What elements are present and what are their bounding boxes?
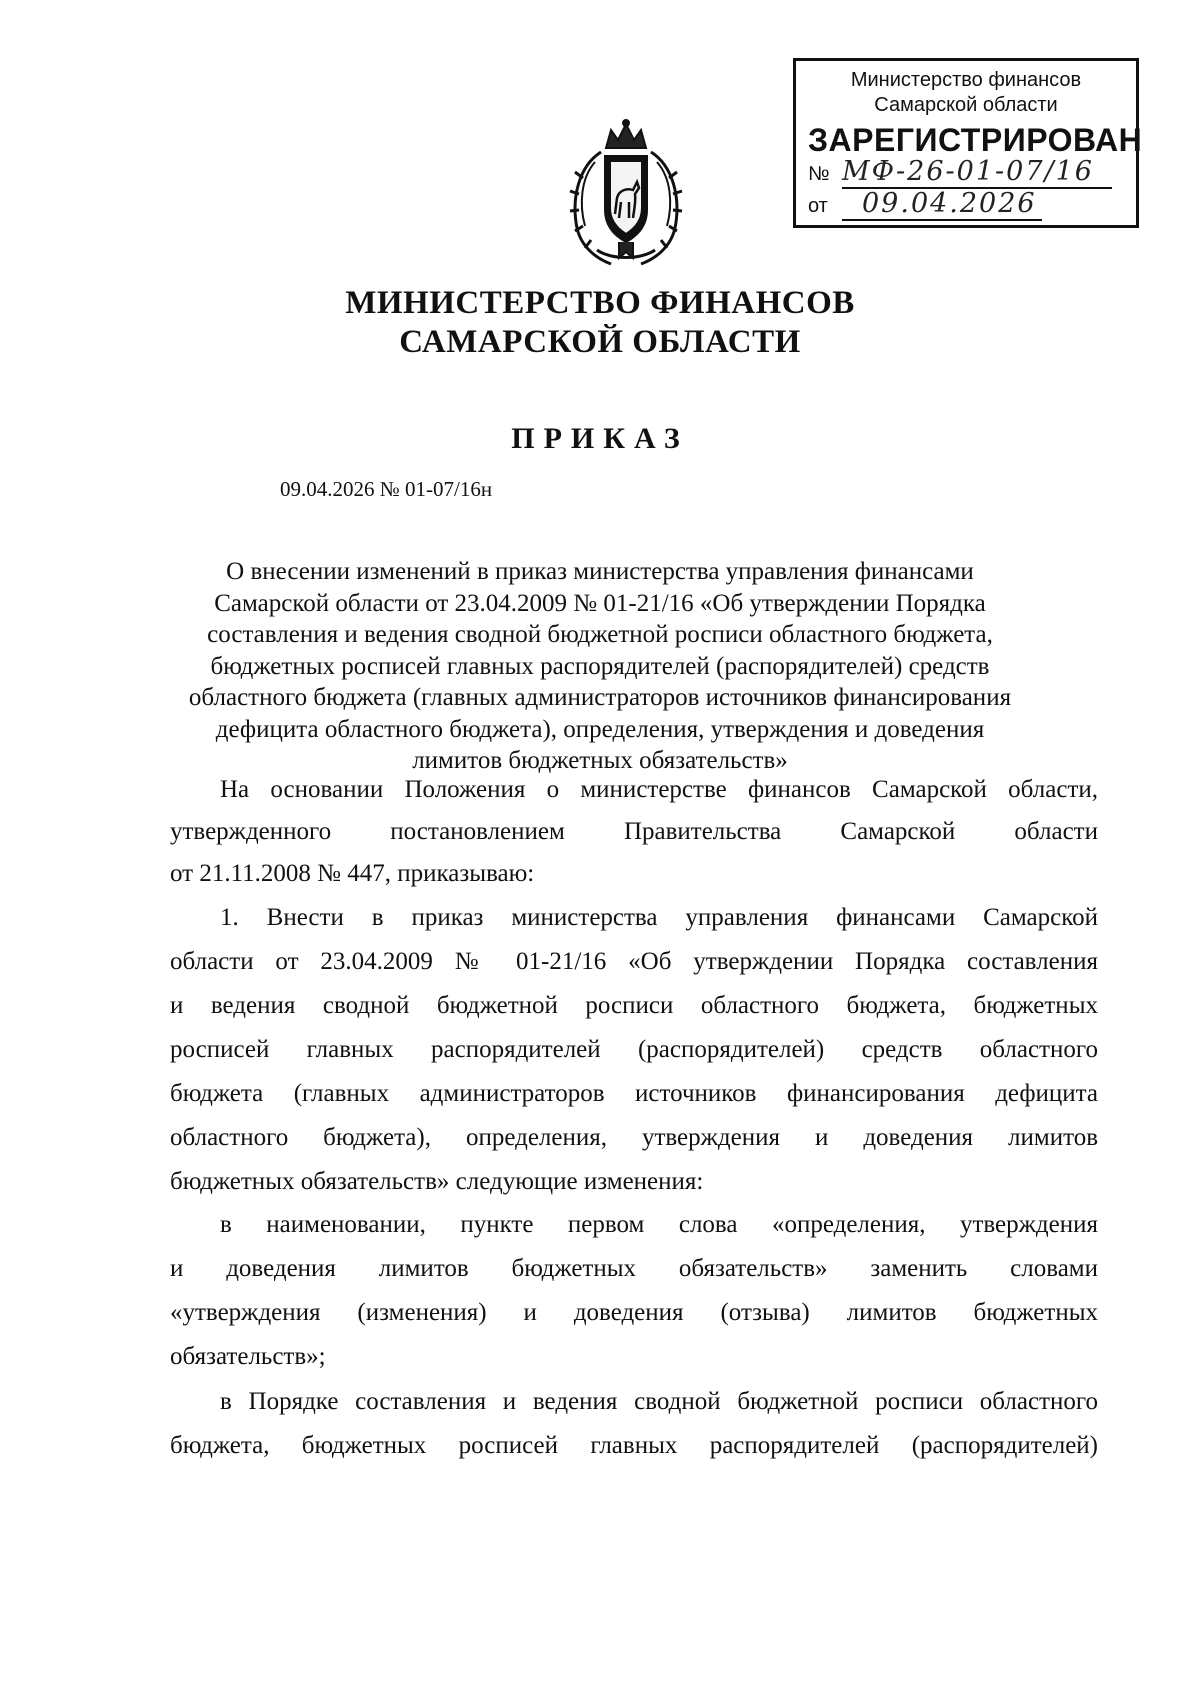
body-line: 1. Внести в приказ министерства управления финансами Самарской <box>220 904 1098 931</box>
body-line: обязательств»; <box>170 1343 326 1370</box>
stamp-date-handwritten: 09.04.2026 <box>842 188 1042 221</box>
coat-of-arms-icon <box>561 118 691 270</box>
stamp-number-label: № <box>808 163 830 185</box>
body-line: На основании Положения о министерстве финансов Самарской области, <box>220 776 1098 803</box>
subject-line: О внесении изменений в приказ министерства управления финансами <box>226 558 974 585</box>
body-line: от 21.11.2008 № 447, приказываю: <box>170 860 535 887</box>
stamp-org-line1: Министерство финансов <box>850 69 1082 91</box>
body-line: «утверждения (изменения) и доведения (отзыва) лимитов бюджетных <box>170 1299 1098 1326</box>
document-date-number: 09.04.2026 № 01-07/16н <box>280 477 493 501</box>
stamp-date-label: от <box>808 195 828 217</box>
body-line: в Порядке составления и ведения сводной бюджетной росписи областного <box>220 1388 1098 1415</box>
ministry-name-line2: САМАРСКОЙ ОБЛАСТИ <box>399 324 801 360</box>
subject-line: составления и ведения сводной бюджетной росписи областного бюджета, <box>207 621 993 648</box>
registration-stamp <box>793 58 1143 228</box>
document-type: ПРИКАЗ <box>511 422 689 455</box>
body-line: областного бюджета), определения, утверждения и доведения лимитов <box>170 1124 1098 1151</box>
body-line: росписей главных распорядителей (распорядителей) средств областного <box>170 1036 1098 1063</box>
subject-line: дефицита областного бюджета), определения, утверждения и доведения <box>215 715 985 743</box>
body-line: и доведения лимитов бюджетных обязательств» заменить словами <box>170 1255 1098 1282</box>
body-line: в наименовании, пункте первом слова «определения, утверждения <box>220 1211 1098 1238</box>
document-subject <box>170 556 1030 777</box>
body-line: бюджета (главных администраторов источников финансирования дефицита <box>170 1080 1098 1107</box>
body-line: области от 23.04.2009 № 01-21/16 «Об утверждении Порядка составления <box>170 948 1098 975</box>
body-line: и ведения сводной бюджетной росписи областного бюджета, бюджетных <box>170 992 1098 1019</box>
subject-line: лимитов бюджетных обязательств» <box>412 747 788 774</box>
stamp-org-line2: Самарской области <box>874 94 1058 116</box>
stamp-number-handwritten: МФ-26-01-07/16 <box>842 156 1112 189</box>
body-line: утвержденного постановлением Правительства Самарской области <box>170 818 1098 845</box>
ministry-name-line1: МИНИСТЕРСТВО ФИНАНСОВ <box>345 285 855 321</box>
body-line: бюджетных обязательств» следующие изменения: <box>170 1168 704 1195</box>
stamp-status: ЗАРЕГИСТРИРОВАН <box>808 122 1143 158</box>
subject-line: Самарской области от 23.04.2009 № 01-21/16 «Об утверждении Порядка <box>214 589 986 617</box>
body-line: бюджета, бюджетных росписей главных распорядителей (распорядителей) <box>170 1432 1098 1459</box>
subject-line: областного бюджета (главных администраторов источников финансирования <box>188 684 1012 711</box>
subject-line: бюджетных росписей главных распорядителей (распорядителей) средств <box>210 652 990 680</box>
